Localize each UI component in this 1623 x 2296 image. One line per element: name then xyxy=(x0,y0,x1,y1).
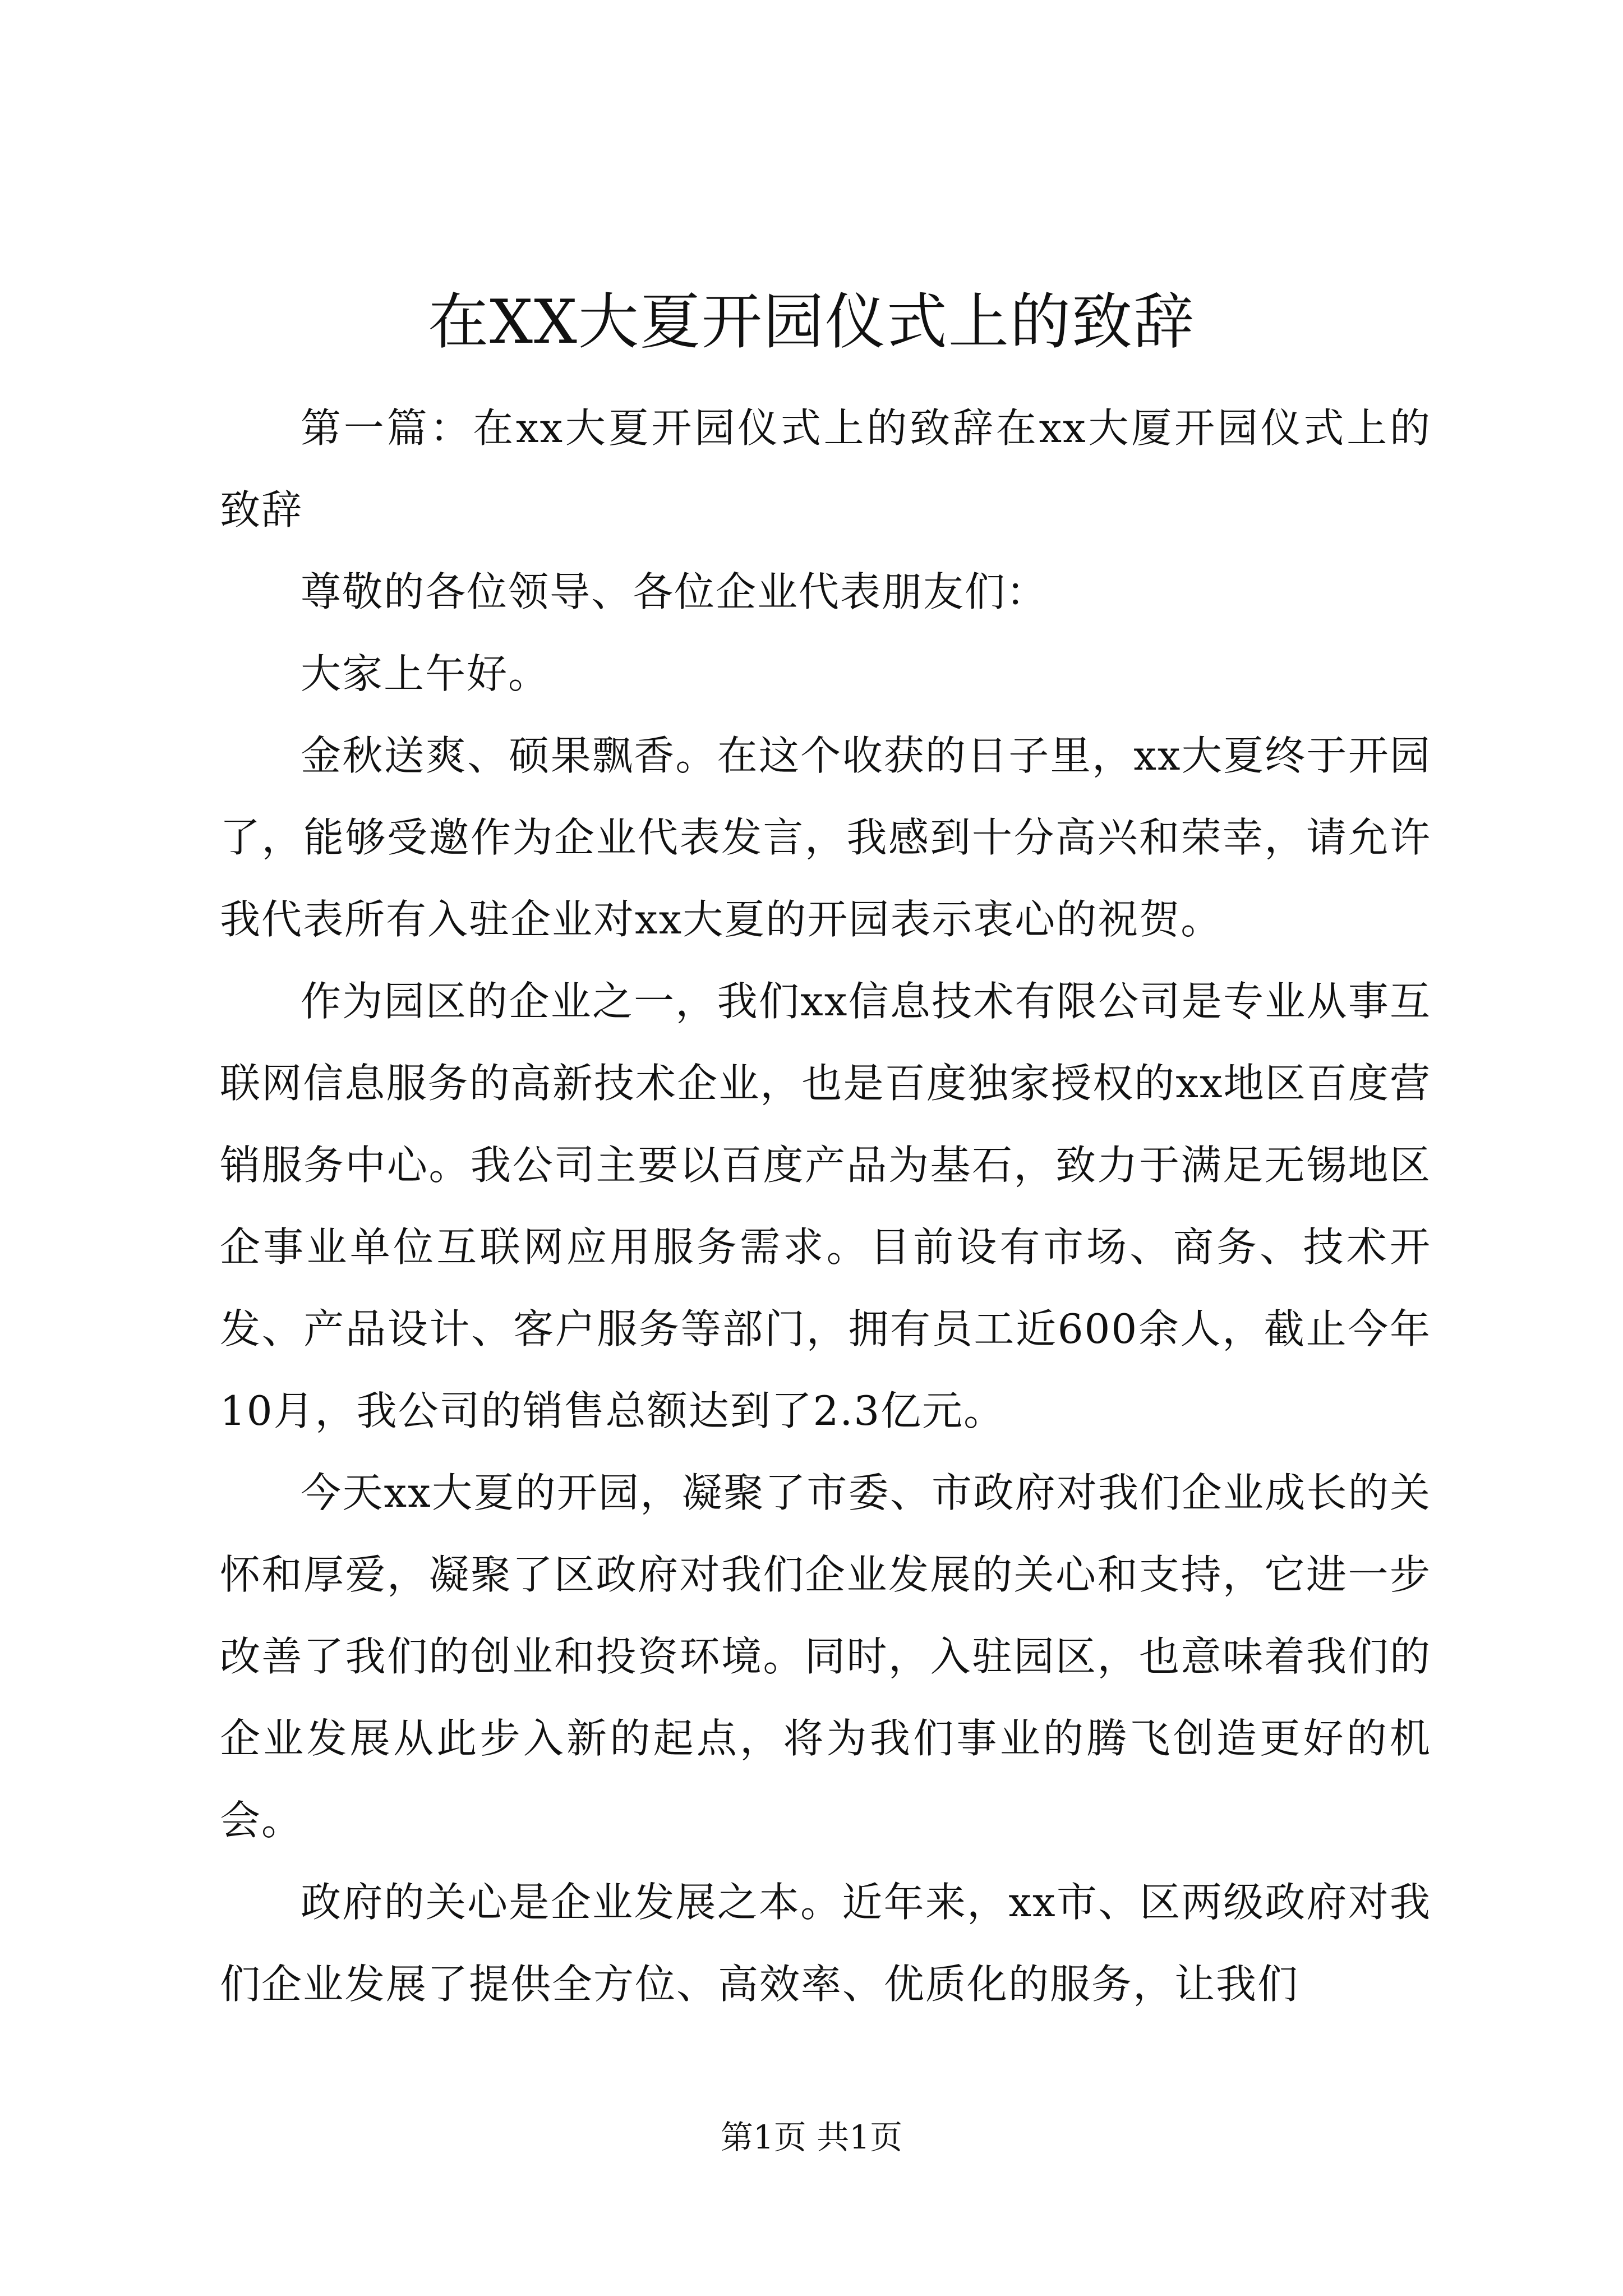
paragraph: 今天xx大夏的开园，凝聚了市委、市政府对我们企业成长的关怀和厚爱，凝聚了区政府对我们企业发展的关心和支持，它进一步改善了我们的创业和投资环境。同时，入驻园区，也意味着我们的企业发展从此步入新的起点，将为我们事业的腾飞创造更好的机会。 xyxy=(220,1469,1431,1844)
paragraph: 作为园区的企业之一，我们xx信息技术有限公司是专业从事互联网信息服务的高新技术企业，也是百度独家授权的xx地区百度营销服务中心。我公司主要以百度产品为基石，致力于满足无锡地区企事业单位互联网应用服务需求。目前设有市场、商务、技术开发、产品设计、客户服务等部门，拥有员工近600余人，截止今年10月，我公司的销售总额达到了2.3亿元。 xyxy=(220,978,1431,1434)
paragraph-heading: 第一篇：在xx大夏开园仪式上的致辞在xx大厦开园仪式上的致辞 xyxy=(220,404,1431,533)
paragraph: 政府的关心是企业发展之本。近年来，xx市、区两级政府对我们企业发展了提供全方位、高效率、优质化的服务，让我们 xyxy=(220,1879,1431,2008)
document-body xyxy=(220,387,1431,2025)
paragraph-greeting: 大家上午好。 xyxy=(301,650,550,697)
paragraph: 金秋送爽、硕果飘香。在这个收获的日子里，xx大夏终于开园了，能够受邀作为企业代表发言，我感到十分高兴和荣幸，请允许我代表所有入驻企业对xx大夏的开园表示衷心的祝贺。 xyxy=(220,732,1431,943)
paragraph-salutation: 尊敬的各位领导、各位企业代表朋友们： xyxy=(301,568,1048,615)
page-number-footer: 第1页 共1页 xyxy=(720,2118,903,2156)
document-title: 在XX大夏开园仪式上的致辞 xyxy=(428,287,1195,357)
